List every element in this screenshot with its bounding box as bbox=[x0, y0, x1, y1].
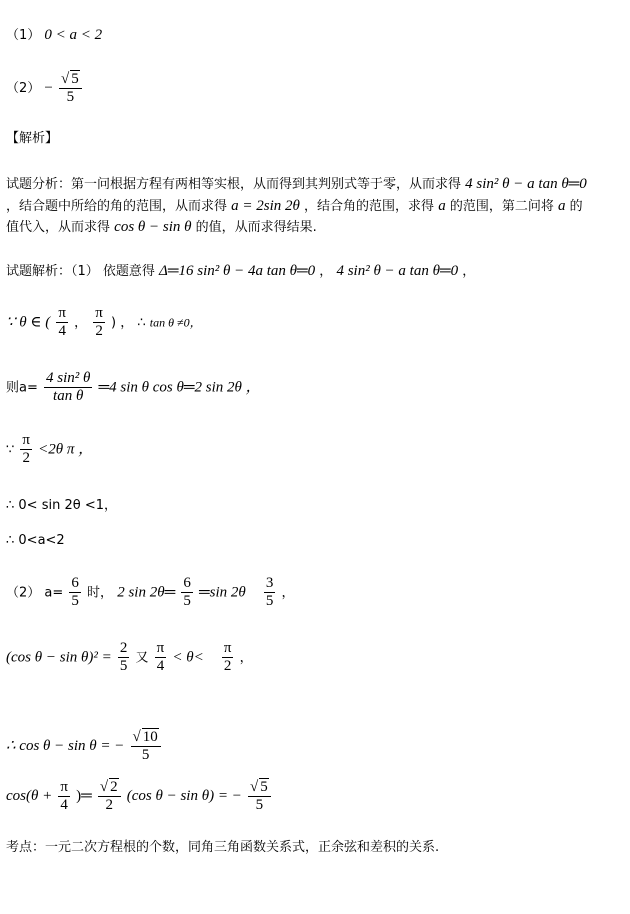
section-title: 【解析】 bbox=[6, 131, 59, 146]
part2-when: 时， bbox=[87, 585, 114, 601]
analysis-expr-1: 4 sin² θ − a tan θ═0 bbox=[465, 176, 587, 192]
part2-line-2 bbox=[6, 640, 253, 676]
answer-2 bbox=[6, 70, 84, 107]
part2-line-3 bbox=[6, 728, 163, 765]
sqrt10-over-5: $\frac{√ 10}{5}$ bbox=[131, 728, 161, 765]
answer-1 bbox=[6, 24, 102, 44]
analysis-var-a: a bbox=[438, 198, 446, 214]
pi-over-4-b: $\frac{\pi}{4}$ bbox=[156, 640, 165, 675]
analysis-line-2b: ，结合角的范围，求得 bbox=[304, 199, 435, 214]
two-fifths: $\frac{2}{5}$ bbox=[119, 640, 128, 675]
solution-intro: 试题解析：（1） 依题意得 bbox=[6, 264, 155, 279]
analysis-line-2a: ，结合题中所给的角的范围，从而求得 bbox=[6, 199, 228, 214]
theta-range-comma: ， bbox=[74, 315, 88, 331]
answer-2-label: （2） bbox=[6, 80, 41, 96]
pi-over-4: $\frac{\pi}{4}$ bbox=[58, 305, 66, 340]
three-fifths: $\frac{3}{5}$ bbox=[265, 575, 274, 610]
final-mid: )═ bbox=[76, 787, 92, 804]
pi-over-2-b: $\frac{\pi}{2}$ bbox=[22, 432, 30, 467]
part2-end: ， bbox=[281, 585, 295, 601]
analysis-expr-2: a = 2sin 2θ bbox=[231, 198, 300, 214]
tan-not-zero: tan θ ≠0， bbox=[149, 315, 202, 330]
kaodian-note: 考点：一元二次方程根的个数，同角三角函数关系式，正余弦和差积的关系. bbox=[6, 840, 440, 855]
solution-line-3 bbox=[6, 370, 261, 406]
solution-sep: ， bbox=[319, 264, 333, 279]
then-a: 则a= bbox=[6, 380, 38, 396]
answer-2-radicand: 5 bbox=[71, 71, 79, 87]
answer-2-fraction: $\frac{√ 5}{5}$ bbox=[59, 70, 82, 107]
analysis-line-3b: 的值，从而求得结果. bbox=[195, 220, 317, 235]
part2-line-1 bbox=[6, 575, 295, 611]
theta-range-post: ) ， ∴ bbox=[111, 315, 146, 331]
solution-line-4 bbox=[6, 432, 93, 468]
pi-over-2: $\frac{\pi}{2}$ bbox=[95, 305, 103, 340]
square-lhs: (cos θ − sin θ)² = bbox=[6, 649, 112, 666]
final-paren: (cos θ − sin θ) = − bbox=[126, 787, 242, 804]
conclusion-pre: ∴ cos θ − sin θ = − bbox=[6, 737, 125, 754]
theta-range-pre: ∵ θ ∈ ( bbox=[6, 314, 51, 331]
solution-tail: ， bbox=[462, 264, 476, 279]
sqrt5-over-5: $\frac{√ 5}{5}$ bbox=[248, 778, 271, 815]
solution-line-5: ∴ 0< sin 2θ <1， bbox=[6, 498, 117, 513]
lt-theta: < θ< bbox=[172, 649, 204, 666]
analysis-prefix: 试题分析：第一问根据方程有两相等实根，从而得到其判别式等于零，从而求得 bbox=[6, 177, 462, 192]
final-lhs: cos(θ + bbox=[6, 787, 53, 804]
solution-line-1 bbox=[6, 260, 475, 280]
pi-over-2-c: $\frac{\pi}{2}$ bbox=[223, 640, 232, 675]
analysis-line-2d: 的 bbox=[569, 199, 583, 214]
solution-eq-1: 4 sin² θ − a tan θ═0 bbox=[336, 263, 459, 279]
six-fifths: $\frac{6}{5}$ bbox=[71, 575, 79, 610]
analysis-var-a-2: a bbox=[558, 198, 566, 214]
solution-line-2 bbox=[6, 305, 202, 341]
part2-sin2b: ═sin 2θ bbox=[199, 584, 246, 601]
solution-delta: Δ═16 sin² θ − 4a tan θ═0 bbox=[159, 263, 316, 279]
part2-sin2: 2 sin 2θ═ bbox=[117, 584, 176, 601]
six-fifths-b: $\frac{6}{5}$ bbox=[183, 575, 191, 610]
answer-2-denominator: 5 bbox=[66, 89, 75, 106]
pi-over-4-c: $\frac{\pi}{4}$ bbox=[60, 778, 68, 813]
a-fraction: $\frac{\text{4 sin² θ}}{\text{tan θ}}$ bbox=[46, 370, 91, 405]
solution-line-6: ∴ 0<a<2 bbox=[6, 533, 65, 548]
answer-1-label: （1） bbox=[6, 28, 41, 43]
part2-label: （2） a= bbox=[6, 585, 64, 601]
analysis-line-2c: 的范围，第二问将 bbox=[449, 199, 554, 214]
part2-end-2: ， bbox=[239, 650, 253, 666]
also-text: 又 bbox=[135, 650, 149, 666]
because-symbol: ∵ bbox=[6, 442, 15, 458]
analysis-line-3 bbox=[6, 216, 317, 236]
part2-line-4 bbox=[6, 778, 273, 815]
answer-1-expr: 0 < a < 2 bbox=[44, 27, 103, 43]
answer-2-sign: − bbox=[44, 79, 53, 96]
range-2theta: <2θ π ， bbox=[38, 441, 94, 458]
sqrt2-over-2: $\frac{√ 2}{2}$ bbox=[98, 778, 121, 815]
analysis-expr-3: cos θ − sin θ bbox=[114, 219, 192, 235]
analysis-line-2 bbox=[6, 195, 583, 215]
a-rhs: ═4 sin θ cos θ═2 sin 2θ ， bbox=[98, 379, 261, 396]
analysis-line-1 bbox=[6, 173, 587, 193]
analysis-line-3a: 值代入，从而求得 bbox=[6, 220, 111, 235]
